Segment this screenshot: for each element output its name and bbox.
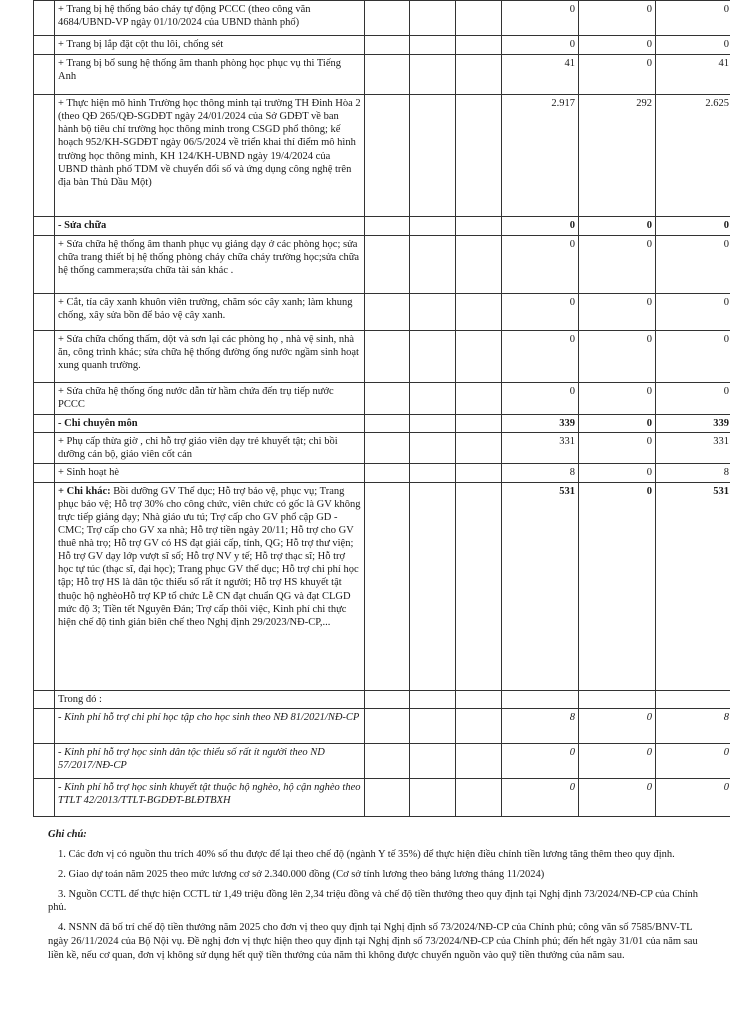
- amount-cell-v1: 0: [502, 743, 579, 778]
- empty-cell: [410, 464, 456, 482]
- empty-cell: [456, 1, 502, 36]
- table-row: [34, 690, 730, 708]
- table-row: [34, 482, 730, 690]
- row-text: + Thực hiện mô hình Trường học thông minh tại trường TH Đinh Hòa 2 (theo QĐ 265/QĐ-SGDĐT ngày 24/01/2024 của Sở GDĐT về ban hành bộ tiêu chí trường học thông minh trong CSGD phổ thông; kế hoạch 952/KH-SGDĐT ngày 06/5/2024 về triển khai thí điểm mô hình trường học thông minh, KH 124/KH-UBND ngày 19/4/2024 của UBND thành phố TDM về chuyển đổi số và ứng dụng công nghệ trên địa bàn Thủ Dầu Một): [58, 98, 361, 188]
- row-description: [55, 690, 365, 708]
- empty-cell: [456, 482, 502, 690]
- empty-cell: [34, 236, 55, 294]
- amount-cell-v3: [656, 690, 730, 708]
- empty-cell: [456, 217, 502, 236]
- empty-cell: [456, 415, 502, 433]
- empty-cell: [365, 331, 410, 383]
- row-text: Trong đó :: [58, 693, 102, 705]
- row-text: - Chi chuyên môn: [58, 418, 138, 429]
- empty-cell: [365, 1, 410, 36]
- empty-cell: [456, 383, 502, 415]
- amount-cell-v2: 0: [579, 383, 656, 415]
- empty-cell: [410, 331, 456, 383]
- amount-cell-v1: 0: [502, 778, 579, 816]
- row-description: [55, 743, 365, 778]
- amount-cell-v2: 0: [579, 236, 656, 294]
- amount-cell-v2: 0: [579, 1, 656, 36]
- amount-cell-v2: 0: [579, 331, 656, 383]
- amount-cell-v1: 339: [502, 415, 579, 433]
- empty-cell: [410, 1, 456, 36]
- amount-cell-v3: 0: [656, 778, 730, 816]
- amount-cell-v1: [502, 690, 579, 708]
- empty-cell: [34, 36, 55, 55]
- row-text: + Trang bị hệ thống báo cháy tự động PCCC (theo công văn 4684/UBND-VP ngày 01/10/2024 của UBND thành phố): [58, 4, 311, 29]
- empty-cell: [34, 415, 55, 433]
- empty-cell: [410, 743, 456, 778]
- amount-cell-v3: 2.625: [656, 95, 730, 217]
- empty-cell: [410, 55, 456, 95]
- amount-cell-v3: 41: [656, 55, 730, 95]
- empty-cell: [365, 708, 410, 743]
- table-row: [34, 433, 730, 464]
- empty-cell: [365, 433, 410, 464]
- notes-title: Ghi chú:: [48, 829, 87, 840]
- empty-cell: [365, 294, 410, 331]
- amount-cell-v2: 0: [579, 743, 656, 778]
- amount-cell-v1: 531: [502, 482, 579, 690]
- empty-cell: [365, 482, 410, 690]
- row-lead: + Chi khác:: [58, 485, 111, 497]
- amount-cell-v2: 0: [579, 294, 656, 331]
- notes-section: [48, 828, 703, 969]
- table-row: [34, 743, 730, 778]
- amount-cell-v2: 0: [579, 482, 656, 690]
- amount-cell-v1: 8: [502, 708, 579, 743]
- empty-cell: [34, 95, 55, 217]
- amount-cell-v2: 0: [579, 415, 656, 433]
- empty-cell: [34, 743, 55, 778]
- amount-cell-v3: 8: [656, 464, 730, 482]
- empty-cell: [410, 294, 456, 331]
- empty-cell: [365, 55, 410, 95]
- empty-cell: [365, 778, 410, 816]
- empty-cell: [456, 690, 502, 708]
- amount-cell-v1: 331: [502, 433, 579, 464]
- table-row: [34, 464, 730, 482]
- empty-cell: [456, 708, 502, 743]
- row-description: [55, 36, 365, 55]
- table-row: [34, 331, 730, 383]
- empty-cell: [456, 433, 502, 464]
- amount-cell-v2: 0: [579, 778, 656, 816]
- empty-cell: [410, 217, 456, 236]
- empty-cell: [34, 708, 55, 743]
- amount-cell-v3: 0: [656, 217, 730, 236]
- empty-cell: [34, 482, 55, 690]
- row-text: + Sửa chữa chống thấm, dột và sơn lại các phòng họ , nhà vệ sinh, nhà ăn, công trình khác; sửa chữa hệ thống đường ống nước ngầm sinh hoạt xung quanh trường.: [58, 334, 359, 372]
- amount-cell-v2: 0: [579, 217, 656, 236]
- empty-cell: [34, 383, 55, 415]
- row-text: + Cắt, tỉa cây xanh khuôn viên trường, chăm sóc cây xanh; làm khung chống, xây sửa bồn để bảo vệ cây xanh.: [58, 297, 353, 322]
- note-item: 3. Nguồn CCTL để thực hiện CCTL từ 1,49 triệu đồng lên 2,34 triệu đồng và chế độ tiền thưởng theo quy định tại Nghị định 73/2024/NĐ-CP của Chính phủ.: [48, 888, 699, 914]
- empty-cell: [410, 708, 456, 743]
- empty-cell: [365, 95, 410, 217]
- empty-cell: [456, 778, 502, 816]
- row-text: + Trang bị bổ sung hệ thống âm thanh phòng học phục vụ thi Tiếng Anh: [58, 58, 342, 83]
- empty-cell: [410, 383, 456, 415]
- empty-cell: [410, 482, 456, 690]
- amount-cell-v3: 0: [656, 331, 730, 383]
- empty-cell: [365, 236, 410, 294]
- row-description: [55, 95, 365, 217]
- row-description: [55, 1, 365, 36]
- row-description: [55, 217, 365, 236]
- row-text: - Sửa chữa: [58, 220, 107, 231]
- amount-cell-v3: 531: [656, 482, 730, 690]
- amount-cell-v1: 0: [502, 331, 579, 383]
- empty-cell: [365, 743, 410, 778]
- amount-cell-v3: 0: [656, 236, 730, 294]
- amount-cell-v2: [579, 690, 656, 708]
- empty-cell: [34, 433, 55, 464]
- empty-cell: [410, 236, 456, 294]
- empty-cell: [410, 36, 456, 55]
- amount-cell-v2: 0: [579, 433, 656, 464]
- empty-cell: [365, 464, 410, 482]
- table-row: [34, 95, 730, 217]
- empty-cell: [34, 690, 55, 708]
- amount-cell-v1: 8: [502, 464, 579, 482]
- empty-cell: [34, 294, 55, 331]
- row-text: - Kinh phí hỗ trợ học sinh khuyết tật thuộc hộ nghèo, hộ cận nghèo theo TTLT 42/2013/TTLT-BGDĐT-BLĐTBXH: [58, 781, 361, 806]
- budget-table: [33, 0, 730, 817]
- amount-cell-v3: 331: [656, 433, 730, 464]
- empty-cell: [34, 778, 55, 816]
- table-row: [34, 1, 730, 36]
- row-description: [55, 433, 365, 464]
- amount-cell-v1: 0: [502, 294, 579, 331]
- amount-cell-v3: 8: [656, 708, 730, 743]
- amount-cell-v1: 0: [502, 1, 579, 36]
- note-item: 4. NSNN đã bố trí chế độ tiền thưởng năm 2025 cho đơn vị theo quy định tại Nghị định số 73/2024/NĐ-CP của Chính phủ; công văn số 7585/BNV-TL ngày 26/11/2024 của Bộ Nội vụ. Đề nghị đơn vị thực hiện theo quy định tại Nghị định số 73/2024/NĐ-CP của Chính phủ; đến hết ngày 31/01 của năm sau liền kề, nếu cơ quan, đơn vị không sử dụng hết quỹ tiền thưởng của năm thì không được chuyển nguồn vào quỹ tiền thưởng của năm sau.: [48, 922, 698, 962]
- empty-cell: [456, 236, 502, 294]
- amount-cell-v2: 0: [579, 708, 656, 743]
- table-row: [34, 36, 730, 55]
- row-description: [55, 482, 365, 690]
- table-row: [34, 55, 730, 95]
- note-item: 1. Các đơn vị có nguồn thu trích 40% số thu được để lại theo chế độ (ngành Y tế 35%) để thực hiện điều chỉnh tiền lương tăng thêm theo quy định.: [58, 848, 675, 860]
- row-text: + Sửa chữa hệ thống ống nước dẫn từ hầm chứa đến trụ tiếp nước PCCC: [58, 386, 334, 411]
- row-description: [55, 331, 365, 383]
- row-description: [55, 383, 365, 415]
- row-description: [55, 415, 365, 433]
- row-description: [55, 294, 365, 331]
- table-row: [34, 708, 730, 743]
- row-text: - Kinh phí hỗ trợ học sinh dân tộc thiểu số rất ít người theo ND 57/2017/NĐ-CP: [58, 746, 325, 771]
- empty-cell: [365, 690, 410, 708]
- row-text: + Sửa chữa hệ thống âm thanh phục vụ giảng dạy ở các phòng học; sửa chữa trang thiết bị hệ thống phòng cháy chữa cháy trường học;sửa chữa hệ thống cammera;sửa chữa tài sản khác .: [58, 239, 360, 277]
- empty-cell: [456, 95, 502, 217]
- empty-cell: [410, 95, 456, 217]
- row-text: + Trang bị lắp đặt cột thu lôi, chống sét: [58, 39, 224, 50]
- table-row: [34, 294, 730, 331]
- empty-cell: [410, 778, 456, 816]
- empty-cell: [456, 464, 502, 482]
- amount-cell-v2: 0: [579, 36, 656, 55]
- empty-cell: [456, 36, 502, 55]
- empty-cell: [365, 383, 410, 415]
- row-description: [55, 55, 365, 95]
- empty-cell: [34, 331, 55, 383]
- row-text: Bồi dưỡng GV Thể dục; Hỗ trợ bảo vệ, phục vụ; Trang phục bảo vệ; Hỗ trợ 30% cho công chức, viên chức có gốc là GV không trực tiếp giảng dạy; Nhà giáo ưu tú; Trợ cấp cho GV phổ cập GD - CMC; Trợ cấp cho GV xa nhà; Hỗ trợ tiền ngày 20/11; Hỗ trợ cho GV thuê nhà trọ; Hỗ trợ GV có HS đạt giải cấp, tỉnh, QG; Hỗ trợ thư viện; Hỗ trợ GV dạy lớp vượt sĩ số; Hỗ trợ NV y tế; Hỗ trợ thạc sĩ; Hỗ trợ học tự túc (thạc sĩ, đại học); Trang phục GV thể dục; Hỗ trợ chi phí học tập; Hỗ trợ HS là dân tộc thiểu số rất ít người; Hỗ trợ HS khuyết tật thuộc hộ nghèoHỗ trợ KP tổ chức Lễ CN đạt chuẩn QG và đạt CLGD mức độ 3; Tiền tết Nguyên Đán; Trợ cấp thôi việc, Kinh phí chi thực hiện chế độ tinh giản biên chế theo Nghị định 29/2023/NĐ-CP,...: [58, 485, 361, 628]
- amount-cell-v1: 0: [502, 236, 579, 294]
- table-row: [34, 415, 730, 433]
- row-text: - Kinh phí hỗ trợ chi phí học tập cho học sinh theo NĐ 81/2021/NĐ-CP: [58, 711, 360, 723]
- row-description: [55, 236, 365, 294]
- amount-cell-v3: 339: [656, 415, 730, 433]
- row-description: [55, 778, 365, 816]
- row-description: [55, 464, 365, 482]
- empty-cell: [34, 464, 55, 482]
- empty-cell: [456, 331, 502, 383]
- row-text: + Phụ cấp thừa giờ , chi hỗ trợ giáo viên dạy trẻ khuyết tật; chi bồi dưỡng cán bộ, giáo viên cốt cán: [58, 436, 338, 461]
- empty-cell: [365, 415, 410, 433]
- empty-cell: [34, 1, 55, 36]
- table-row: [34, 778, 730, 816]
- table-row: [34, 383, 730, 415]
- row-text: + Sinh hoạt hè: [58, 467, 120, 479]
- row-description: [55, 708, 365, 743]
- empty-cell: [456, 743, 502, 778]
- empty-cell: [410, 433, 456, 464]
- amount-cell-v3: 0: [656, 383, 730, 415]
- amount-cell-v3: 0: [656, 1, 730, 36]
- amount-cell-v1: 0: [502, 217, 579, 236]
- empty-cell: [34, 55, 55, 95]
- amount-cell-v3: 0: [656, 743, 730, 778]
- amount-cell-v1: 0: [502, 36, 579, 55]
- empty-cell: [365, 217, 410, 236]
- note-item: 2. Giao dự toán năm 2025 theo mức lương cơ sở 2.340.000 đồng (Cơ sở tính lương theo bảng lương tháng 11/2024): [58, 868, 545, 880]
- amount-cell-v2: 0: [579, 464, 656, 482]
- amount-cell-v2: 292: [579, 95, 656, 217]
- budget-rows: [34, 1, 730, 817]
- empty-cell: [365, 36, 410, 55]
- empty-cell: [410, 690, 456, 708]
- amount-cell-v1: 0: [502, 383, 579, 415]
- amount-cell-v3: 0: [656, 294, 730, 331]
- budget-sheet: [33, 0, 729, 817]
- amount-cell-v3: 0: [656, 36, 730, 55]
- table-row: [34, 217, 730, 236]
- empty-cell: [410, 415, 456, 433]
- empty-cell: [34, 217, 55, 236]
- amount-cell-v1: 41: [502, 55, 579, 95]
- table-row: [34, 236, 730, 294]
- amount-cell-v2: 0: [579, 55, 656, 95]
- amount-cell-v1: 2.917: [502, 95, 579, 217]
- empty-cell: [456, 294, 502, 331]
- empty-cell: [456, 55, 502, 95]
